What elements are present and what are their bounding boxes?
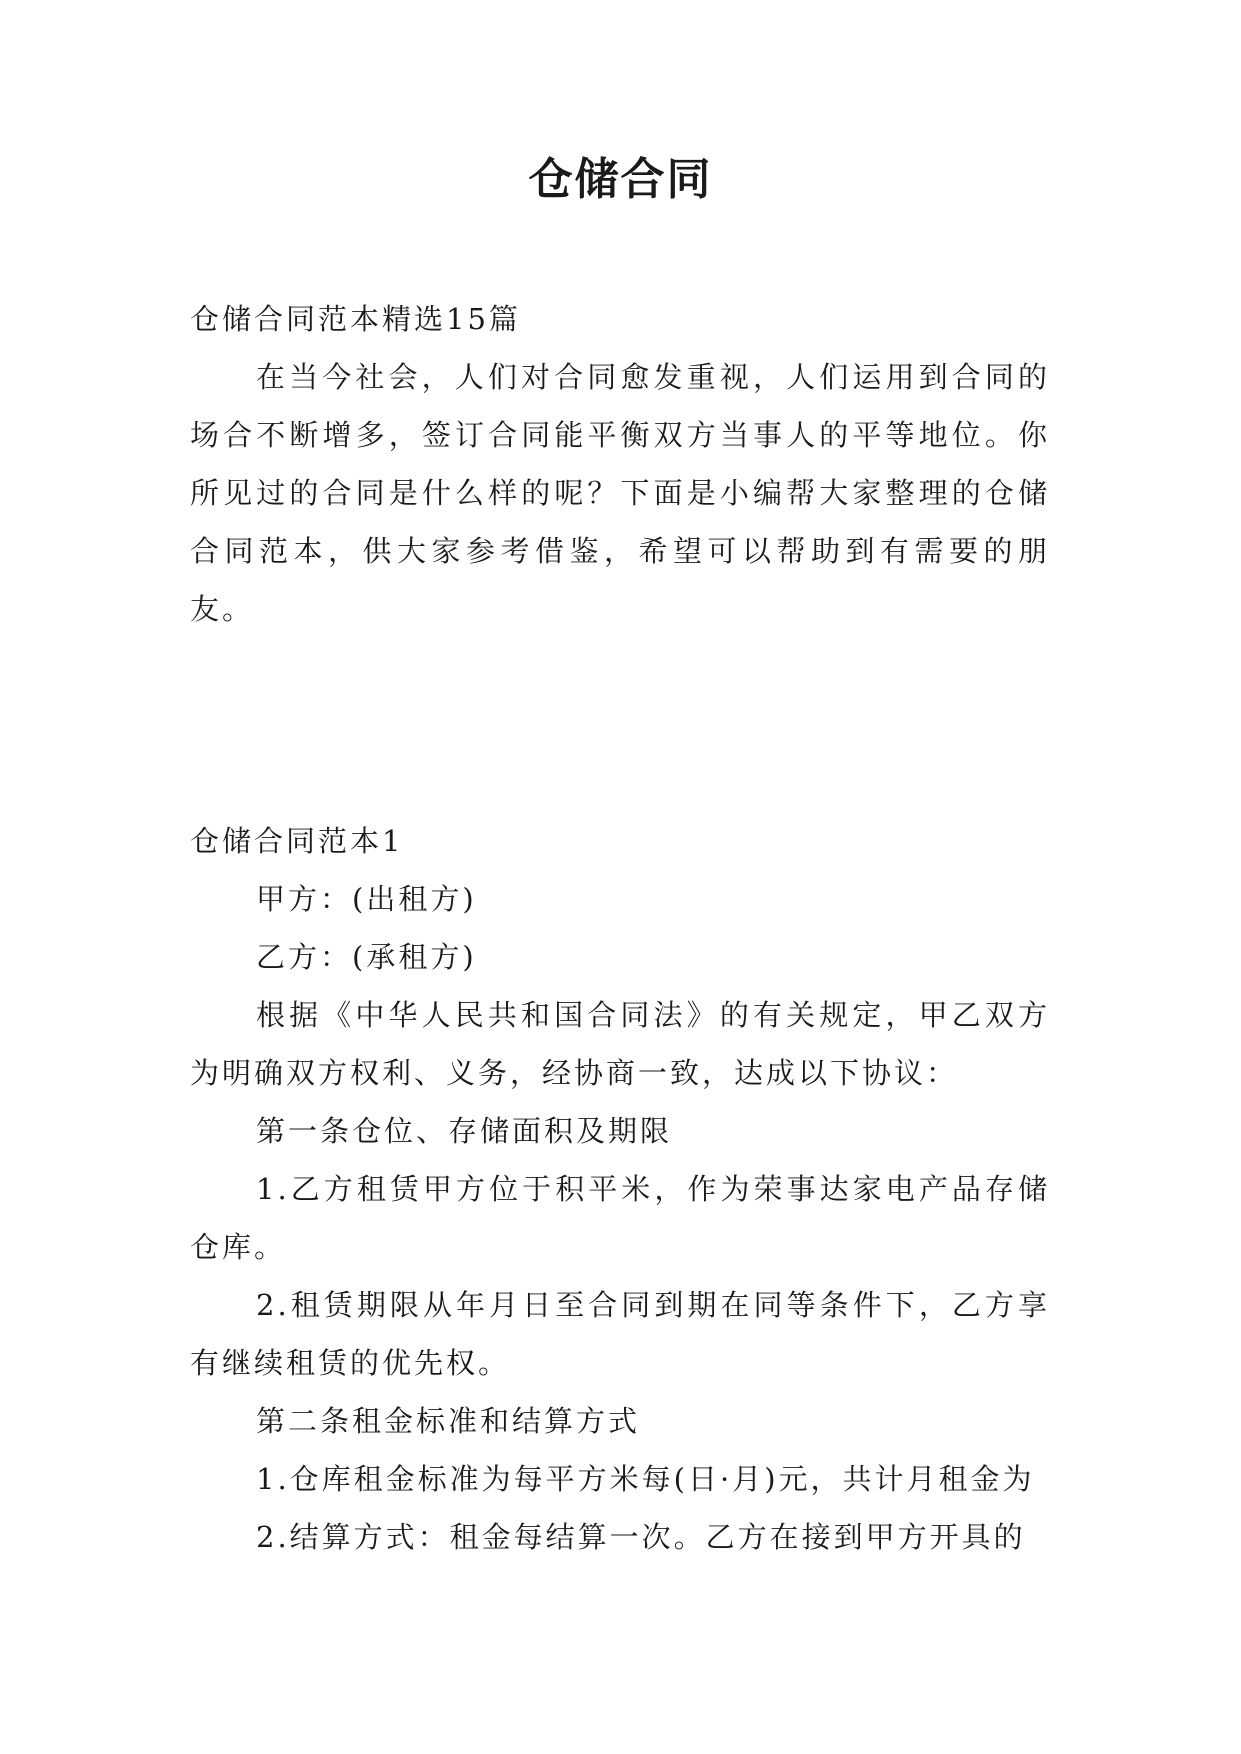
article-2-item-1: 1.仓库租金标准为每平方米每(日·月)元，共计月租金为 [256, 1462, 1035, 1496]
document-title: 仓储合同 [528, 154, 713, 205]
article-1-item-1: 1.乙方租赁甲方位于积平米，作为荣事达家电产品存储仓库。 [190, 1172, 1050, 1264]
section-spacer [190, 638, 1050, 812]
intro-paragraph: 在当今社会，人们对合同愈发重视，人们运用到合同的场合不断增多，签订合同能平衡双方当事人的平等地位。你所见过的合同是什么样的呢？下面是小编帮大家整理的仓储合同范本，供大家参考借鉴，希望可以帮助到有需要的朋友。 [190, 360, 1050, 626]
section-heading: 仓储合同范本1 [190, 824, 404, 858]
preamble-paragraph: 根据《中华人民共和国合同法》的有关规定，甲乙双方为明确双方权利、义务，经协商一致，达成以下协议： [190, 998, 1050, 1090]
party-b-line: 乙方：(承租方) [256, 940, 477, 974]
document-body [190, 290, 1050, 1566]
article-1-item-2: 2.租赁期限从年月日至合同到期在同等条件下，乙方享有继续租赁的优先权。 [190, 1288, 1050, 1380]
article-2-item-2: 2.结算方式：租金每结算一次。乙方在接到甲方开具的 [256, 1520, 1026, 1554]
article-2-heading: 第二条租金标准和结算方式 [256, 1404, 641, 1438]
article-1-heading: 第一条仓位、存储面积及期限 [256, 1114, 673, 1148]
document-subtitle: 仓储合同范本精选15篇 [190, 302, 521, 336]
party-a-line: 甲方：(出租方) [256, 882, 477, 916]
